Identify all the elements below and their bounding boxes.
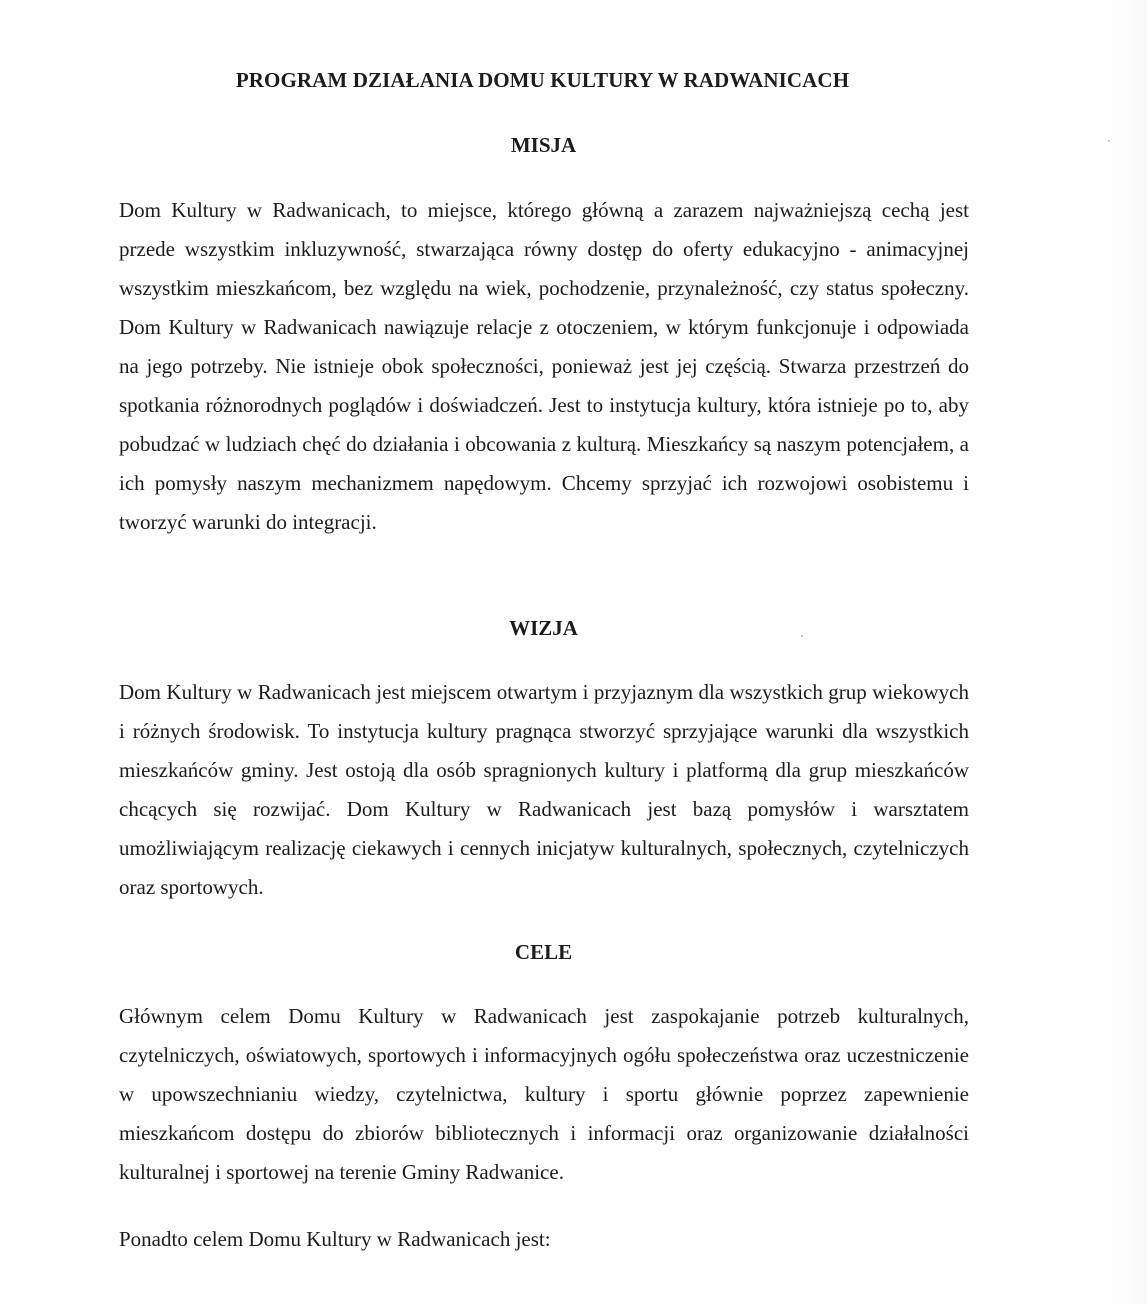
scan-speck	[1108, 140, 1110, 142]
scan-edge-shadow	[1109, 0, 1147, 1304]
heading-misja: MISJA	[510, 133, 577, 157]
heading-cele: CELE	[514, 940, 573, 964]
heading-wizja: WIZJA	[509, 616, 578, 640]
paragraph-wizja: Dom Kultury w Radwanicach jest miejscem otwartym i przyjaznym dla wszystkich grup wiekowych i różnych środowisk. To instytucja kultury pragnąca stworzyć sprzyjające warunki dla wszystkich mieszkańców gminy. Jest ostoją dla osób spragnionych kultury i platformą dla grup mieszkańców chcących się rozwijać. Dom Kultury w Radwanicach jest bazą pomysłów i warsztatem umożliwiającym realizację ciekawych i cennych inicjatyw kulturalnych, społecznych, czytelniczych oraz sportowych.	[119, 680, 969, 899]
paragraph-misja: Dom Kultury w Radwanicach, to miejsce, którego główną a zarazem najważniejszą cechą jest przede wszystkim inkluzywność, stwarzająca równy dostęp do oferty edukacyjno - animacyjnej wszystkim mieszkańcom, bez względu na wiek, pochodzenie, przynależność, czy status społeczny. Dom Kultury w Radwanicach nawiązuje relacje z otoczeniem, w którym funkcjonuje i odpowiada na jego potrzeby. Nie istnieje obok społeczności, ponieważ jest jej częścią. Stwarza przestrzeń do spotkania różnorodnych poglądów i doświadczeń. Jest to instytucja kultury, która istnieje po to, aby pobudzać w ludziach chęć do działania i obcowania z kulturą. Mieszkańcy są naszym potencjałem, a ich pomysły naszym mechanizmem napędowym. Chcemy sprzyjać ich rozwojowi osobistemu i tworzyć warunki do integracji.	[119, 198, 969, 534]
paragraph-cele: Głównym celem Domu Kultury w Radwanicach jest zaspokajanie potrzeb kulturalnych, czytelniczych, oświatowych, sportowych i informacyjnych ogółu społeczeństwa oraz uczestniczenie w upowszechnianiu wiedzy, czytelnictwa, kultury i sportu głównie poprzez zapewnienie mieszkańcom dostępu do zbiorów bibliotecznych i informacji oraz organizowanie działalności kulturalnej i sportowej na terenie Gminy Radwanice.	[119, 1004, 969, 1184]
paragraph-ponadto: Ponadto celem Domu Kultury w Radwanicach jest:	[119, 1227, 551, 1251]
scan-speck	[801, 635, 803, 637]
document-title: PROGRAM DZIAŁANIA DOMU KULTURY W RADWANICACH	[235, 68, 850, 92]
